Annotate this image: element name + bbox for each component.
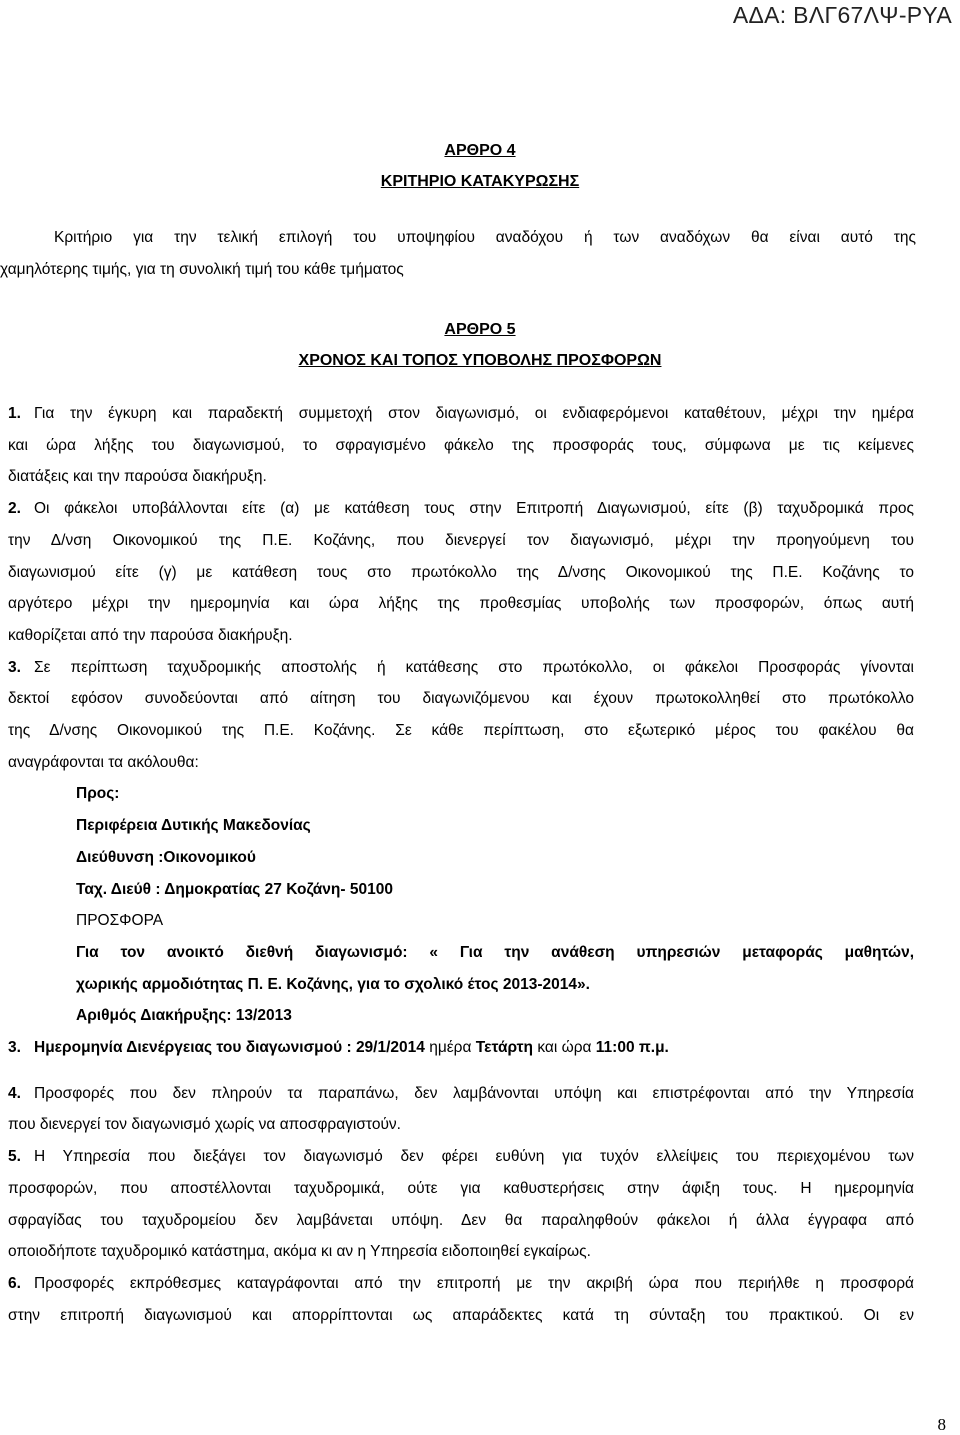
article4-line: Κριτήριο για την τελική επιλογή του υποψηφίου αναδόχου ή των αναδόχων θα είναι αυτό της [54,229,916,246]
item-number: 3. [8,658,21,676]
item-number: 1. [8,405,21,422]
envelope-offer: ΠΡΟΣΦΟΡΑ [76,912,164,930]
article5-body [8,398,914,1331]
item4-line: που διενεργεί τον διαγωνισμό χωρίς να αποσφραγιστούν. [8,1116,401,1134]
envelope-block [8,778,914,1032]
envelope-tender: χωρικής αρμοδιότητας Π. Ε. Κοζάνης, για το σχολικό έτος 2013-2014». [76,975,590,993]
item-number: 2. [8,500,21,518]
item-number: 3. [8,1039,21,1057]
envelope-address: Ταχ. Διεύθ : Δημοκρατίας 27 Κοζάνη- 50100 [76,880,393,898]
item2-line: την Δ/νση Οικονομικού της Π.Ε. Κοζάνης, που διενεργεί τον διαγωνισμό, μέχρι την προηγούμενη του [8,531,914,549]
time-word: και ώρα [537,1039,592,1057]
envelope-region: Περιφέρεια Δυτικής Μακεδονίας [76,817,311,835]
item5-line: οποιοδήποτε ταχυδρομικό κατάστημα, ακόμα κι αν η Υπηρεσία ειδοποιηθεί εγκαίρως. [8,1243,591,1261]
item3-line: 3. Σε περίπτωση ταχυδρομικής αποστολής ή κατάθεσης στο πρωτόκολλο, οι φάκελοι Προσφοράς γίνονται [8,652,914,684]
article5-subtitle: ΧΡΟΝΟΣ ΚΑΙ ΤΟΠΟΣ ΥΠΟΒΟΛΗΣ ΠΡΟΣΦΟΡΩΝ [298,352,662,369]
item3-line: αναγράφονται τα ακόλουθα: [8,753,199,771]
date-value: 29/1/2014 [355,1039,425,1057]
item2-line: διαγωνισμού είτε (γ) με κατάθεση τους στο πρωτόκολλο της Δ/νσης Οικονομικού της Π.Ε. Κοζάνης το [8,563,914,581]
article4-body [0,222,916,285]
item2-line: αργότερο μέχρι την ημερομηνία και ώρα λήξης της προθεσμίας υποβολής των προσφορών, όπως αυτή [8,595,914,613]
article4-line: χαμηλότερης τιμής, για τη συνολική τιμή του κάθε τμήματος [0,260,404,278]
item3-line: της Δ/νσης Οικονομικού της Π.Ε. Κοζάνης. Σε κάθε περίπτωση, στο εξωτερικό μέρος του φακέλου θα [8,722,914,740]
item5-line: σφραγίδας του ταχυδρομείου δεν λαμβάνεται υπόψη. Δεν θα παραληφθούν φάκελοι ή άλλα έγγραφα από [8,1211,914,1229]
spacer [8,1064,914,1078]
envelope-declaration: Αριθμός Διακήρυξης: 13/2013 [76,1007,292,1025]
item5-line: προσφορών, που αποστέλλονται ταχυδρομικά, ούτε για καθυστερήσεις στην άφιξη τους. Η ημερομηνία [8,1179,914,1197]
page-number: 8 [937,1415,946,1434]
item4-line: 4. Προσφορές που δεν πληρούν τα παραπάνω, δεν λαμβάνονται υπόψη και επιστρέφονται από την Υπηρεσία [8,1078,914,1110]
date-line [8,1032,914,1064]
envelope-to: Προς: [76,785,120,803]
ada-code: ΑΔΑ: ΒΛΓ67ΛΨ-ΡΥΑ [732,2,952,28]
article5-title: ΑΡΘΡΟ 5 [444,321,516,338]
item1-line: διατάξεις και την παρούσα διακήρυξη. [8,468,267,486]
envelope-directorate: Διεύθυνση :Οικονομικού [76,848,256,866]
item3-line: δεκτοί εφόσον συνοδεύονται από αίτηση του διαγωνιζόμενου και έχουν πρωτοκολληθεί στο πρωτόκολλο [8,690,914,708]
item-number: 6. [8,1274,21,1292]
time-value: 11:00 π.μ. [595,1039,669,1057]
article4-title: ΑΡΘΡΟ 4 [444,142,516,159]
day-value: Τετάρτη [475,1039,534,1057]
item-number: 4. [8,1084,21,1102]
item2-line: καθορίζεται από την παρούσα διακήρυξη. [8,626,293,644]
item6-line: 6. Προσφορές εκπρόθεσμες καταγράφονται από την επιτροπή με την ακριβή ώρα που περιήλθε η προσφορά [8,1268,914,1300]
item-number: 5. [8,1148,21,1166]
envelope-tender: Για τον ανοικτό διεθνή διαγωνισμό: « Για την ανάθεση υπηρεσιών μεταφοράς μαθητών, [76,943,914,961]
item6-line: στην επιτροπή διαγωνισμού και απορρίπτονται ως απαράδεκτες κατά τη σύνταξη του πρακτικού. Οι εν [8,1306,914,1324]
article4-subtitle: ΚΡΙΤΗΡΙΟ ΚΑΤΑΚΥΡΩΣΗΣ [380,173,580,190]
date-label: Ημερομηνία Διενέργειας του διαγωνισμού : [34,1039,352,1057]
day-word: ημέρα [429,1039,472,1057]
item5-line: 5. Η Υπηρεσία που διεξάγει τον διαγωνισμό δεν φέρει ευθύνη για τυχόν ελλείψεις του περιεχομένου των [8,1141,914,1173]
item1-line: 1. Για την έγκυρη και παραδεκτή συμμετοχή στον διαγωνισμό, οι ενδιαφερόμενοι καταθέτουν, μέχρι την ημέρα [8,398,914,430]
item2-line: 2. Οι φάκελοι υποβάλλονται είτε (α) με κατάθεση τους στην Επιτροπή Διαγωνισμού, είτε (β) ταχυδρομικά προς [8,493,914,525]
item1-line: και ώρα λήξης του διαγωνισμού, το σφραγισμένο φάκελο της προσφοράς τους, σύμφωνα με τις κείμενες [8,436,914,454]
